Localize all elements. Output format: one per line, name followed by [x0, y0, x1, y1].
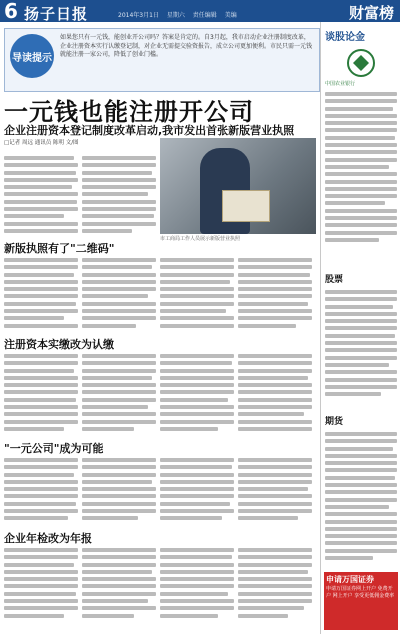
- sidebar-heading-stocks: 股票: [325, 275, 344, 285]
- lead-text: 如果您只有一元钱，能创业开公司吗？答案是肯定的。自3月起，我市启动企业注册制度改革，企业注册资本实行认缴登记制，对企业无需提交验资报告，成立公司更加便利。市民只需一元钱就能注册一家公司，降低了创业门槛。: [60, 34, 313, 58]
- page-number: 6: [4, 0, 18, 23]
- sidebar-text-1: [325, 92, 397, 245]
- body-column-6: [238, 258, 312, 331]
- bank-name: 中国农业银行: [325, 81, 356, 87]
- byline: □记者 周远 通讯员 陈明 文/图: [4, 140, 79, 146]
- newspaper-masthead: 扬子日报: [24, 5, 89, 23]
- ad-title: 申请万国证券: [326, 575, 374, 584]
- photo-caption: 市工商局工作人员展示新版营业执照: [160, 236, 241, 242]
- sidebar-column-name: 谈股论金: [325, 32, 365, 43]
- section-heading-4: 企业年检改为年报: [4, 532, 92, 545]
- bank-logo-icon: [339, 48, 383, 78]
- body-column-14: [238, 458, 312, 524]
- body-column-12: [82, 458, 156, 524]
- header-meta: [118, 10, 243, 19]
- body-column-9: [160, 354, 234, 434]
- headline: 一元钱也能注册开公司: [4, 98, 254, 126]
- body-column-8: [82, 354, 156, 434]
- body-column-16: [82, 548, 156, 621]
- body-column-2: [82, 156, 156, 236]
- ad-text: 申请万国证券网上开户 免费开户 网上开户 享受更低佣金费率: [326, 586, 395, 599]
- photo-certificate: [222, 190, 270, 222]
- body-column-15: [4, 548, 78, 621]
- body-column-17: [160, 548, 234, 621]
- body-column-4: [82, 258, 156, 331]
- section-heading-2: 注册资本实缴改为认缴: [4, 338, 114, 351]
- lead-badge: 导读提示: [10, 34, 54, 78]
- body-column-11: [4, 458, 78, 524]
- subheadline: 企业注册资本登记制度改革启动,我市发出首张新版营业执照: [4, 124, 295, 137]
- advertisement[interactable]: [324, 572, 398, 630]
- issue-date: 2014年3月1日: [118, 12, 159, 19]
- body-column-5: [160, 258, 234, 331]
- body-column-7: [4, 354, 78, 434]
- issue-weekday: 星期六: [166, 12, 185, 19]
- article-photo: [160, 138, 316, 234]
- body-column-1: [4, 156, 78, 236]
- sidebar-text-2: [325, 290, 397, 399]
- right-sidebar: [320, 22, 400, 634]
- section-name: 财富榜: [348, 4, 394, 22]
- designer-label: 美编: [224, 12, 237, 19]
- body-column-13: [160, 458, 234, 524]
- body-column-10: [238, 354, 312, 434]
- editor-label: 责任编辑: [192, 12, 217, 19]
- sidebar-text-3: [325, 432, 397, 563]
- page-header: [0, 0, 400, 22]
- section-heading-1: 新版执照有了"二维码": [4, 242, 115, 255]
- sidebar-heading-futures: 期货: [325, 417, 344, 427]
- section-heading-3: "一元公司"成为可能: [4, 442, 104, 455]
- body-column-3: [4, 258, 78, 331]
- body-column-18: [238, 548, 312, 621]
